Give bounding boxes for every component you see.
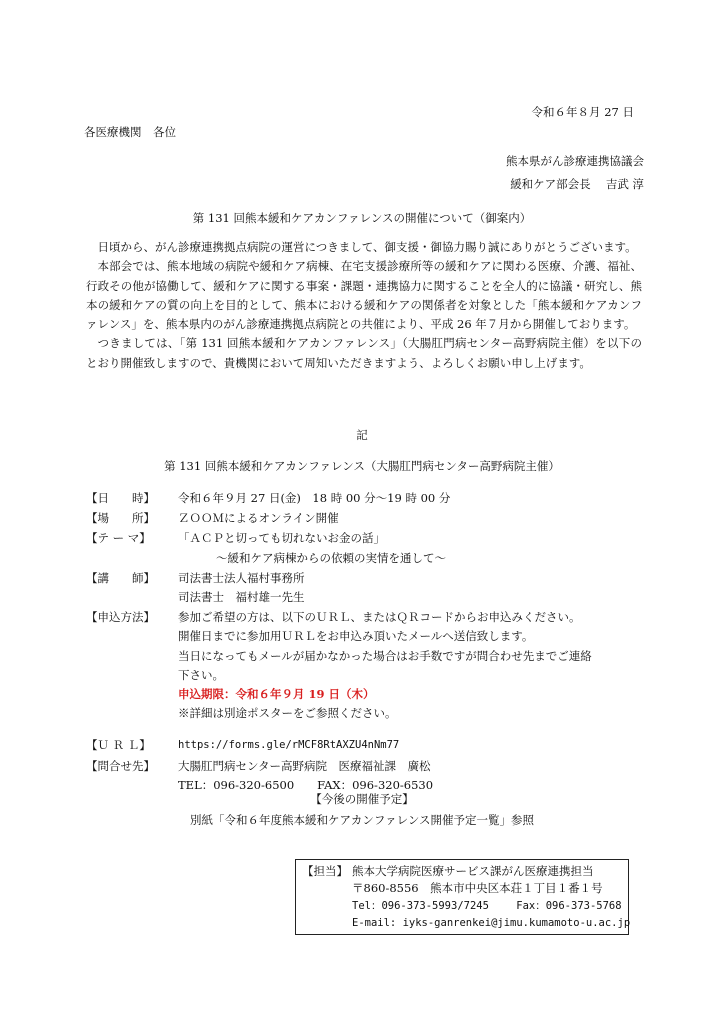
contact-department: 熊本大学病院医療サービス課がん医療連携担当 xyxy=(352,864,594,878)
datetime-value: 令和６年９月 27 日(金) 18 時 00 分～19 時 00 分 xyxy=(178,491,451,505)
conference-title: 第 131 回熊本緩和ケアカンファレンス（大腸肛門病センター高野病院主催） xyxy=(164,459,560,473)
sender-organization: 熊本県がん診療連携協議会 xyxy=(506,154,644,168)
apply-send-note: 開催日までに参加用ＵＲＬをお申込み頂いたメールへ送信致します。 xyxy=(178,629,534,644)
apply-instruction: 参加ご希望の方は、以下のＵＲＬ、またはＱＲコードからお申込みください。 xyxy=(178,610,581,625)
speaker-name: 司法書士 福村雄一先生 xyxy=(178,590,305,605)
apply-contact-note: 当日になってもメールが届かなかった場合はお手数ですが問合わせ先までご連絡 xyxy=(178,648,592,663)
theme-label: 【テ ー マ】 xyxy=(86,531,151,546)
schedule-reference: 別紙「令和６年度熊本緩和ケアカンファレンス開催予定一覧」参照 xyxy=(189,813,535,827)
registration-url-link[interactable]: https://forms.gle/rMCF8RtAXZU4nNm77 xyxy=(178,739,400,752)
speaker-affiliation: 司法書士法人福村事務所 xyxy=(178,570,305,585)
letter-body xyxy=(86,238,642,373)
place-row xyxy=(86,509,666,528)
contact-email-link[interactable]: E-mail: iyks-ganrenkei@jimu.kumamoto-u.ac.jp xyxy=(352,916,631,929)
application-deadline: 申込期限：令和６年９月 19 日（木） xyxy=(178,687,375,702)
inquiry-contact: 大腸肛門病センター高野病院 医療福祉課 廣松 xyxy=(178,758,431,773)
ki-marker: 記 xyxy=(356,428,368,442)
contact-phone-fax: Tel：096-373-5993/7245 Fax：096-373-5768 xyxy=(352,899,622,912)
inquiry-phone-fax: TEL：096-320-6500 FAX：096-320-6530 xyxy=(178,777,434,792)
addressee: 各医療機関 各位 xyxy=(84,125,176,139)
datetime-row xyxy=(86,489,666,508)
contact-address: 〒860-8556 熊本市中央区本荘１丁目１番１号 xyxy=(352,881,603,896)
apply-row xyxy=(86,608,666,723)
url-row xyxy=(86,736,666,755)
place-value: ＺＯＯＭによるオンライン開催 xyxy=(178,511,339,526)
document-date: 令和６年８月 27 日 xyxy=(531,105,634,119)
body-paragraph-greeting: 日頃から、がん診療連携拠点病院の運営につきまして、御支援・御協力賜り誠にありがとうございます。 xyxy=(97,240,637,254)
theme-title: 「ＡＣＰと切っても切れないお金の話」 xyxy=(178,531,385,546)
url-label: 【Ｕ Ｒ Ｌ】 xyxy=(86,738,151,753)
theme-row xyxy=(86,529,666,567)
datetime-label: 【日 時】 xyxy=(86,491,155,505)
theme-subtitle: ～緩和ケア病棟からの依頼の実情を通して～ xyxy=(216,550,446,565)
place-label: 【場 所】 xyxy=(86,511,155,526)
contact-box xyxy=(295,859,629,935)
body-paragraph-request: つきましては、「第 131 回熊本緩和ケアカンファレンス」（大腸肛門病センター高野病院主催）を以下のとおり開催致しますので、貴機関において周知いただきますよう、よろしくお願い申し上げます。 xyxy=(86,336,642,370)
body-paragraph-purpose: 本部会では、熊本地域の病院や緩和ケア病棟、在宅支援診療所等の緩和ケアに関わる医療、介護、福祉、行政その他が協働して、緩和ケアに関する事案・課題・連携協力に関することを全人的に協議・研究し、熊本の緩和ケアの質の向上を目的として、熊本における緩和ケアの関係者を対象とした「熊本緩和ケアカンファレンス」を、熊本県内のがん診療連携拠点病院との共催により、平成 26 年７月から開催しております。 xyxy=(86,259,642,332)
sender-name: 緩和ケア部会長 吉武 淳 xyxy=(510,177,644,191)
inquiry-row xyxy=(86,757,666,795)
speaker-label: 【講 師】 xyxy=(86,570,155,585)
inquiry-label: 【問合せ先】 xyxy=(86,758,155,773)
schedule-heading: 【今後の開催予定】 xyxy=(310,792,414,806)
event-details xyxy=(86,489,666,796)
speaker-row xyxy=(86,569,666,607)
poster-note: ※詳細は別途ポスターをご参照ください。 xyxy=(178,706,397,721)
document-title: 第 131 回熊本緩和ケアカンファレンスの開催について（御案内） xyxy=(192,211,532,225)
contact-tag: 【担当】 xyxy=(302,864,348,878)
apply-contact-note-cont: 下さい。 xyxy=(178,667,224,682)
apply-label: 【申込方法】 xyxy=(86,610,155,625)
